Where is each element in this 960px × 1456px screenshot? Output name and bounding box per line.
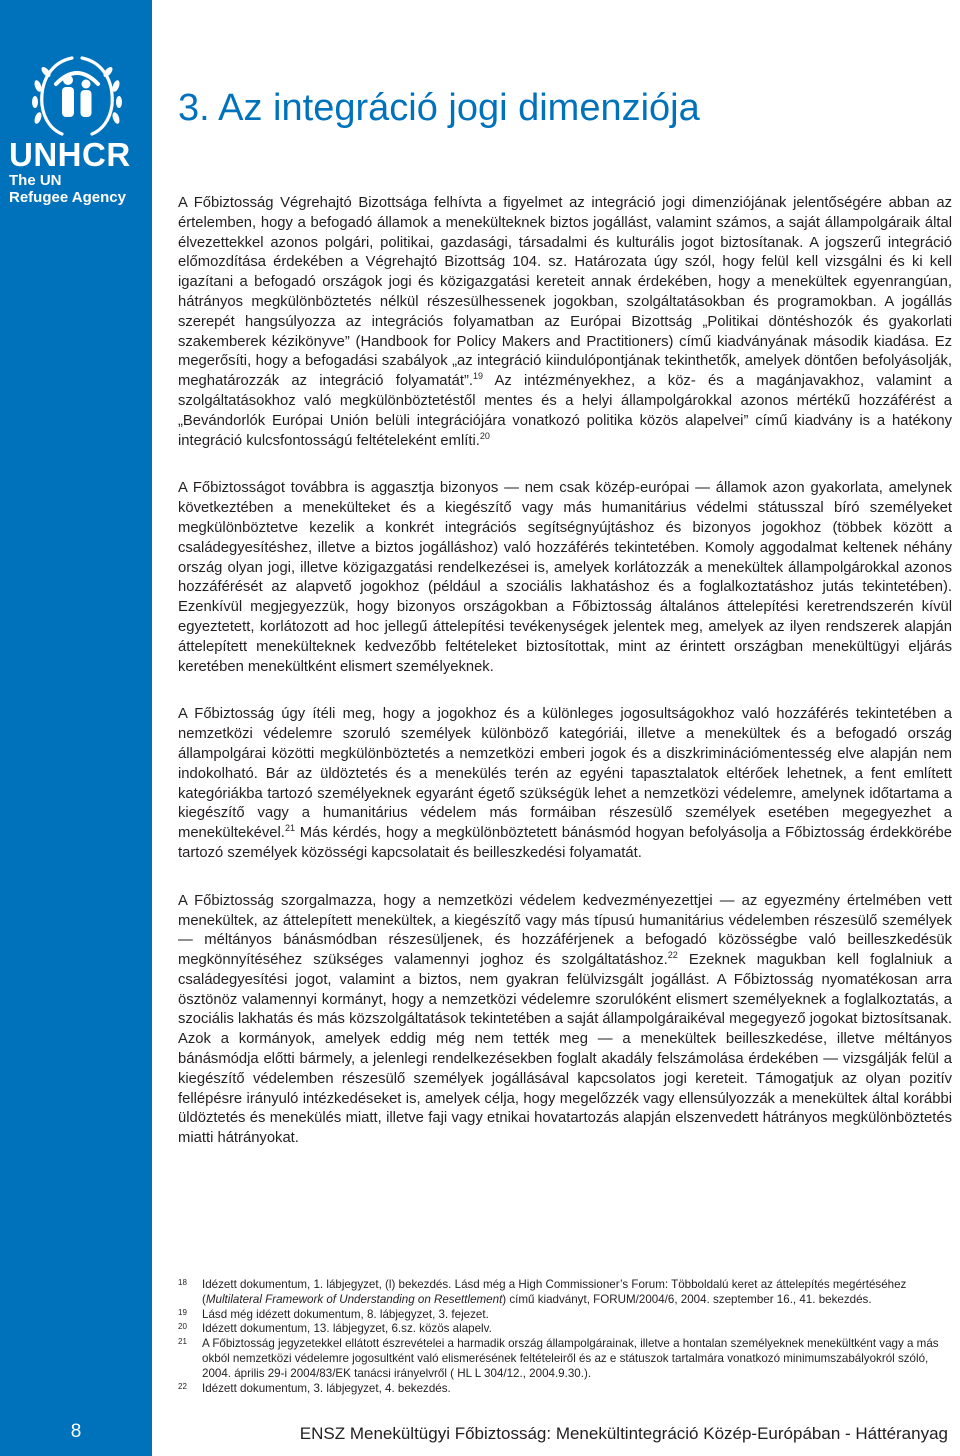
footnote-text: ) című kiadványt, FORUM/2004/6, 2004. szeptember 16., 41. bekezdés. [502, 1292, 872, 1306]
footnote-ref: 22 [667, 950, 678, 961]
page-number: 8 [70, 1421, 82, 1442]
footnote-ref: 20 [479, 430, 490, 441]
unhcr-logo-text [9, 138, 149, 206]
footnote-italic: Multilateral Framework of Understanding on Resettlement [205, 1292, 503, 1306]
paragraph-2 [178, 479, 952, 677]
footnote-text: Idézett dokumentum, 3. lábjegyzet, 4. bekezdés. [202, 1381, 451, 1395]
footnote-number: 19 [178, 1307, 187, 1317]
paragraph-1 [178, 194, 952, 451]
paragraph-text: A Főbiztosság Végrehajtó Bizottsága felhívta a figyelmet az integráció jogi dimenziójának jelentőségére abban az értelemben, hogy a befogadó államok a menekülteknek biztos jogállást, valamint számos, a saját állampolgáraik által élvezettekkel azonos polgári, politikai, gazdasági, társadalmi és kulturális jogot biztosítanak. A jogszerű integráció előmozdítása érdekében a Végrehajtó Bizottság 104. sz. Határozata úgy szól, hogy felül kell vizsgálni és ki kell igazítani a befogadó országok jogi és közigazgatási kereteit annak érdekében, hogy a menekültek egyenrangúan, hátrányos megkülönböztetés nélkül részesülhessenek jogokban, szolgáltatásokban és programokban. A jogállás szerepét hangsúlyozza az integrációs folyamatban az Európai Bizottság „Politikai döntéshozók és gyakorlati szakemberek kézikönyve” (Handbook for Policy Makers and Practitioners) című kiadványának második kiadása. Ez megerősíti, hogy a befogadási szabályok „az integráció kiindulópontjának tekinthetők, amelyek döntően befolyásolják, meghatározzák az integráció folyamatát”. [178, 195, 952, 390]
page-title: 3. Az integráció jogi dimenziója [178, 87, 700, 129]
footnote-text: A Főbiztosság jegyzetekkel ellátott észrevételei a harmadik ország állampolgárainak, illetve a hontalan személyeknek menekültként vagy a más okból nemzetközi védelemre jogosultként való elismerésének feltételeiről és az e státuszok tartalmára vonatkozó minimumszabályokról szóló, 2004. április 29-i 2004/83/EK tanácsi irányelvről ( HL L 304/12., 2004.9.30.). [202, 1337, 939, 1380]
body-text [178, 194, 952, 1177]
paragraph-text: A Főbiztosság szorgalmazza, hogy a nemzetközi védelem kedvezményezettjei — az egyezmény értelmében vett menekültek, az áttelepített menekültek, a kiegészítő vagy más típusú humanitárius védelemben részesülő személyek — méltányos bánásmódban részesüljenek, és hozzáférjenek a befogadó közösségbe való beilleszkedésük megkönnyítéséhez szükséges valamennyi joghoz és szolgáltatáshoz. [178, 892, 952, 969]
paragraph-text: A Főbiztosságot továbbra is aggasztja bizonyos — nem csak közép-európai — államok azon gyakorlata, amelynek következtében a menekülteket és a kiegészítő vagy más humanitárius védelmi státusszal bíró személyeket megkülönböztetve kezelik a konkrét integrációs segítségnyújtáshoz és bizonyos jogokhoz (többek között a családegyesítéshez, illetve a biztos jogálláshoz) való hozzáférés tekintetében. Komoly aggodalmat keltenek néhány ország olyan jogi, illetve közigazgatási rendelkezései is, amelyek korlátozzák a menekültek állampolgárokkal azonos hozzáférését az alapvető jogokhoz (például a szociális lakhatáshoz és a foglalkoztatáshoz jutás tekintetében). Ezenkívül megjegyezzük, hogy bizonyos országokban a Főbiztosság általános áttelepítési keretrendszerén kívül egyeztetett, korlátozott ad hoc jellegű áttelepítési tevékenységek jelentek meg, amelyek az ilyen rendszerek alapján áttelepített menekülteknek kedvezőbb feltételeket biztosítottak, mint az érintett országban menekültügyi eljárás keretében menekültként elismert személyeknek. [178, 480, 952, 675]
footnote-ref: 21 [284, 823, 295, 834]
footnote-text: Idézett dokumentum, 13. lábjegyzet, 6.sz. közös alapelv. [202, 1322, 492, 1336]
footnotes [178, 1278, 952, 1396]
footnote-number: 22 [178, 1381, 187, 1391]
footnote [178, 1278, 952, 1308]
paragraph-text: Az intézményekhez, a köz- és a magánjavakhoz, valamint a szolgáltatásokhoz való megkülönböztetéstől mentes és a helyi állampolgárokkal azonos mértékű hozzáférést a „Bevándorlók Európai Unión belüli integrációjára vonatkozó politika közös alapelvei” című kiadvány is a hatékony integráció kulcsfontosságú feltételeként említi. [178, 373, 952, 449]
footnote-text: Idézett dokumentum, 1. lábjegyzet, (l) bekezdés. Lásd még a High Commissioner’s Forum: Többoldalú keret az áttelepítés megértéséhez ( [202, 1278, 907, 1306]
footnote-text: Lásd még idézett dokumentum, 8. lábjegyzet, 3. fejezet. [202, 1307, 489, 1321]
footnote [178, 1382, 952, 1397]
paragraph-3 [178, 705, 952, 863]
footnote [178, 1308, 952, 1323]
footnote-number: 20 [178, 1322, 187, 1332]
logo-line-2: Refugee Agency [9, 189, 126, 206]
unhcr-logo-icon [22, 50, 132, 140]
paragraph-text: Ezeknek magukban kell foglalniuk a családegyesítési jogot, valamint a biztos, nem gyakran felülvizsgált jogállást. A Főbiztosság nyomatékosan arra ösztönöz valamennyi kormányt, hogy a nemzetközi védelemre szorulóként elismert személyeknek a foglalkoztatás, a szociális lakhatás és más közszolgáltatások tekintetében a saját állampolgáraikéval megegyező jogokat biztosítsanak. Azok a kormányok, amelyek eddig még nem tették meg — a menekültek beilleszkedése, illetve méltányos bánásmódja előtti bármely, a jelenlegi rendelkezésekben foglalt akadály felszámolása érdekében — vizsgálják felül a kiegészítő védelemben részesülő személyek jogállásával kapcsolatos jogi kereteit. Támogatjuk az olyan pozitív fellépésre irányuló intézkedéseket is, amelyek célja, hogy megelőzzék vagy ellensúlyozzák a menekültek által korábbi üldöztetés és menekülés miatt, illetve faji vagy etnikai hovatartozás alapján elszenvedett hátrányos megkülönböztetés miatti hátrányokat. [178, 952, 953, 1147]
footnote [178, 1337, 952, 1381]
footnote-ref: 19 [473, 371, 484, 382]
logo-main: UNHCR [9, 136, 131, 173]
paragraph-text: Más kérdés, hogy a megkülönböztetett bánásmód hogyan befolyásolja a Főbiztosság érdekkörébe tartozó személyek közösségi kapcsolatait és beilleszkedési folyamatát. [178, 825, 952, 861]
paragraph-text: A Főbiztosság úgy ítéli meg, hogy a jogokhoz és a különleges jogosultságokhoz való hozzáférés tekintetében a nemzetközi védelemre szoruló személyek különböző kategóriái, illetve a menekültek és a befogadó ország állampolgárai közötti megkülönböztetés a nemzetközi emberi jogok és a diszkriminációmentesség elve alapján nem indokolható. Bár az üldöztetés és a menekülés terén az egyéni tapasztalatok eltérőek lehetnek, a fent említett kategóriákba tartozó személyeknek egyaránt égető szükségük lehet a nemzetközi védelemre, amelynek időtartama a kiegészítő vagy a humanitárius védelem más formáiban részesülő személyek esetében megegyezhet a menekültekével. [178, 706, 952, 842]
page-footer: ENSZ Menekültügyi Főbiztosság: Menekültintegráció Közép-Európában - Háttéranyag [299, 1424, 948, 1443]
footnote-number: 21 [178, 1337, 187, 1347]
sidebar [0, 0, 152, 1456]
logo-line-1: The UN [9, 172, 62, 189]
footnote [178, 1322, 952, 1337]
paragraph-4 [178, 892, 952, 1149]
footnote-number: 18 [178, 1278, 187, 1287]
